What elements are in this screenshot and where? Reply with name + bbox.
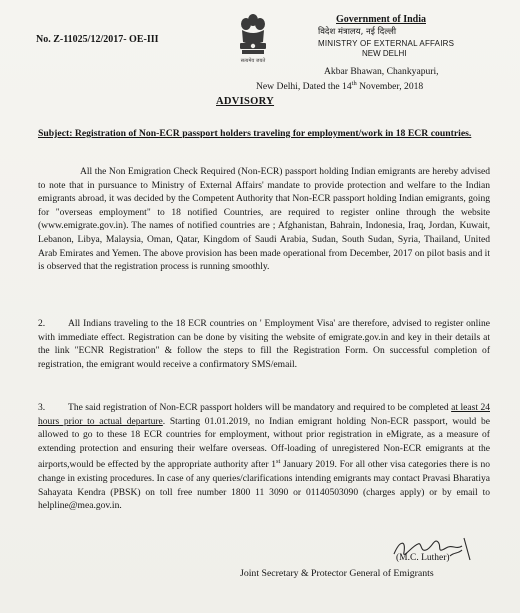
paragraph-2	[38, 317, 490, 371]
office-address: Akbar Bhawan, Chankyapuri,	[324, 66, 439, 77]
paragraph-1: All the Non Emigration Check Required (Non-ECR) passport holding Indian emigrants are hereby advised to note that in pursuance to Ministry of External Affairs' mandate to provide protection and welfare to the Indian emigrants abroad, it was decided by the Competent Authority that Non-ECR passport holding Indian emigrants, going for "overseas employment" to 18 notified Countries, are required to register online through the website (www.emigrate.gov.in). The names of notified countries are ; Afghanistan, Bahrain, Indonesia, Iraq, Jordan, Kuwait, Lebanon, Libya, Malaysia, Oman, Qatar, Kingdom of Saudi Arabia, Sudan, South Sudan, Syria, Thailand, United Arab Emirates and Yemen. The above provision has been made operational from December, 2017 on pilot basis and it is observed that the registration process is running smoothly.	[38, 166, 490, 273]
subject-line: Subject: Registration of Non-ECR passport holders traveling for employment/work in 18 ECR countries.	[38, 128, 472, 139]
reference-number: No. Z-11025/12/2017- OE-III	[36, 34, 159, 45]
document-date: New Delhi, Dated the 14th November, 2018	[256, 80, 424, 93]
ministry-hindi-name: विदेश मंत्रालय, नई दिल्ली	[318, 27, 397, 37]
paragraph-3: 3. The said registration of Non-ECR passport holders will be mandatory and required to be completed at least 24 hours prior to actual departure. Starting 01.01.2019, no Indian emigrant holding Non-ECR passport, would be allowed to go to these 18 ECR countries for employment, without prior registration in eMigrate, as a measure of extending protection and ensuring their welfare overseas. Off-loading of unregistered Non-ECR emigrants at the airports,would be effected by the appropriate authority after 1st January 2019. For all other visa categories there is no change in existing procedures. In case of any queries/clarifications intending emigrants may contact Pravasi Bharatiya Sahayata Kendra (PBSK) on toll free number 1800 11 3090 or 01140503090 (charges apply) or by email to helpline@mea.gov.in.	[38, 402, 490, 512]
paragraph-3-number: 3.	[38, 402, 46, 413]
paragraph-2-number: 2.	[38, 318, 46, 329]
departure-deadline: at least 24 hours prior to actual departure	[38, 402, 490, 427]
svg-text:सत्यमेव जयते: सत्यमेव जयते	[240, 58, 266, 64]
govt-of-india-heading: Government of India	[336, 14, 426, 25]
ministry-name: MINISTRY OF EXTERNAL AFFAIRS	[318, 39, 455, 48]
signatory-name: (M.C. Luther)	[396, 553, 450, 563]
ministry-city: NEW DELHI	[362, 49, 407, 58]
national-emblem-icon	[236, 12, 270, 64]
paragraph-2-text: All Indians traveling to the 18 ECR countries on ' Employment Visa' are therefore, advised to register online with immediate effect. Registration can be done by visiting the website of emigrate.gov.in and key in their details at the link "ECNR Registration" & follow the steps to fill the Registration Form. On successful completion of registration, the emigrant would receive a confirmatory SMS/email.	[38, 318, 490, 370]
signatory-designation: Joint Secretary & Protector General of Emigrants	[240, 568, 434, 579]
document-title: ADVISORY	[216, 96, 275, 107]
